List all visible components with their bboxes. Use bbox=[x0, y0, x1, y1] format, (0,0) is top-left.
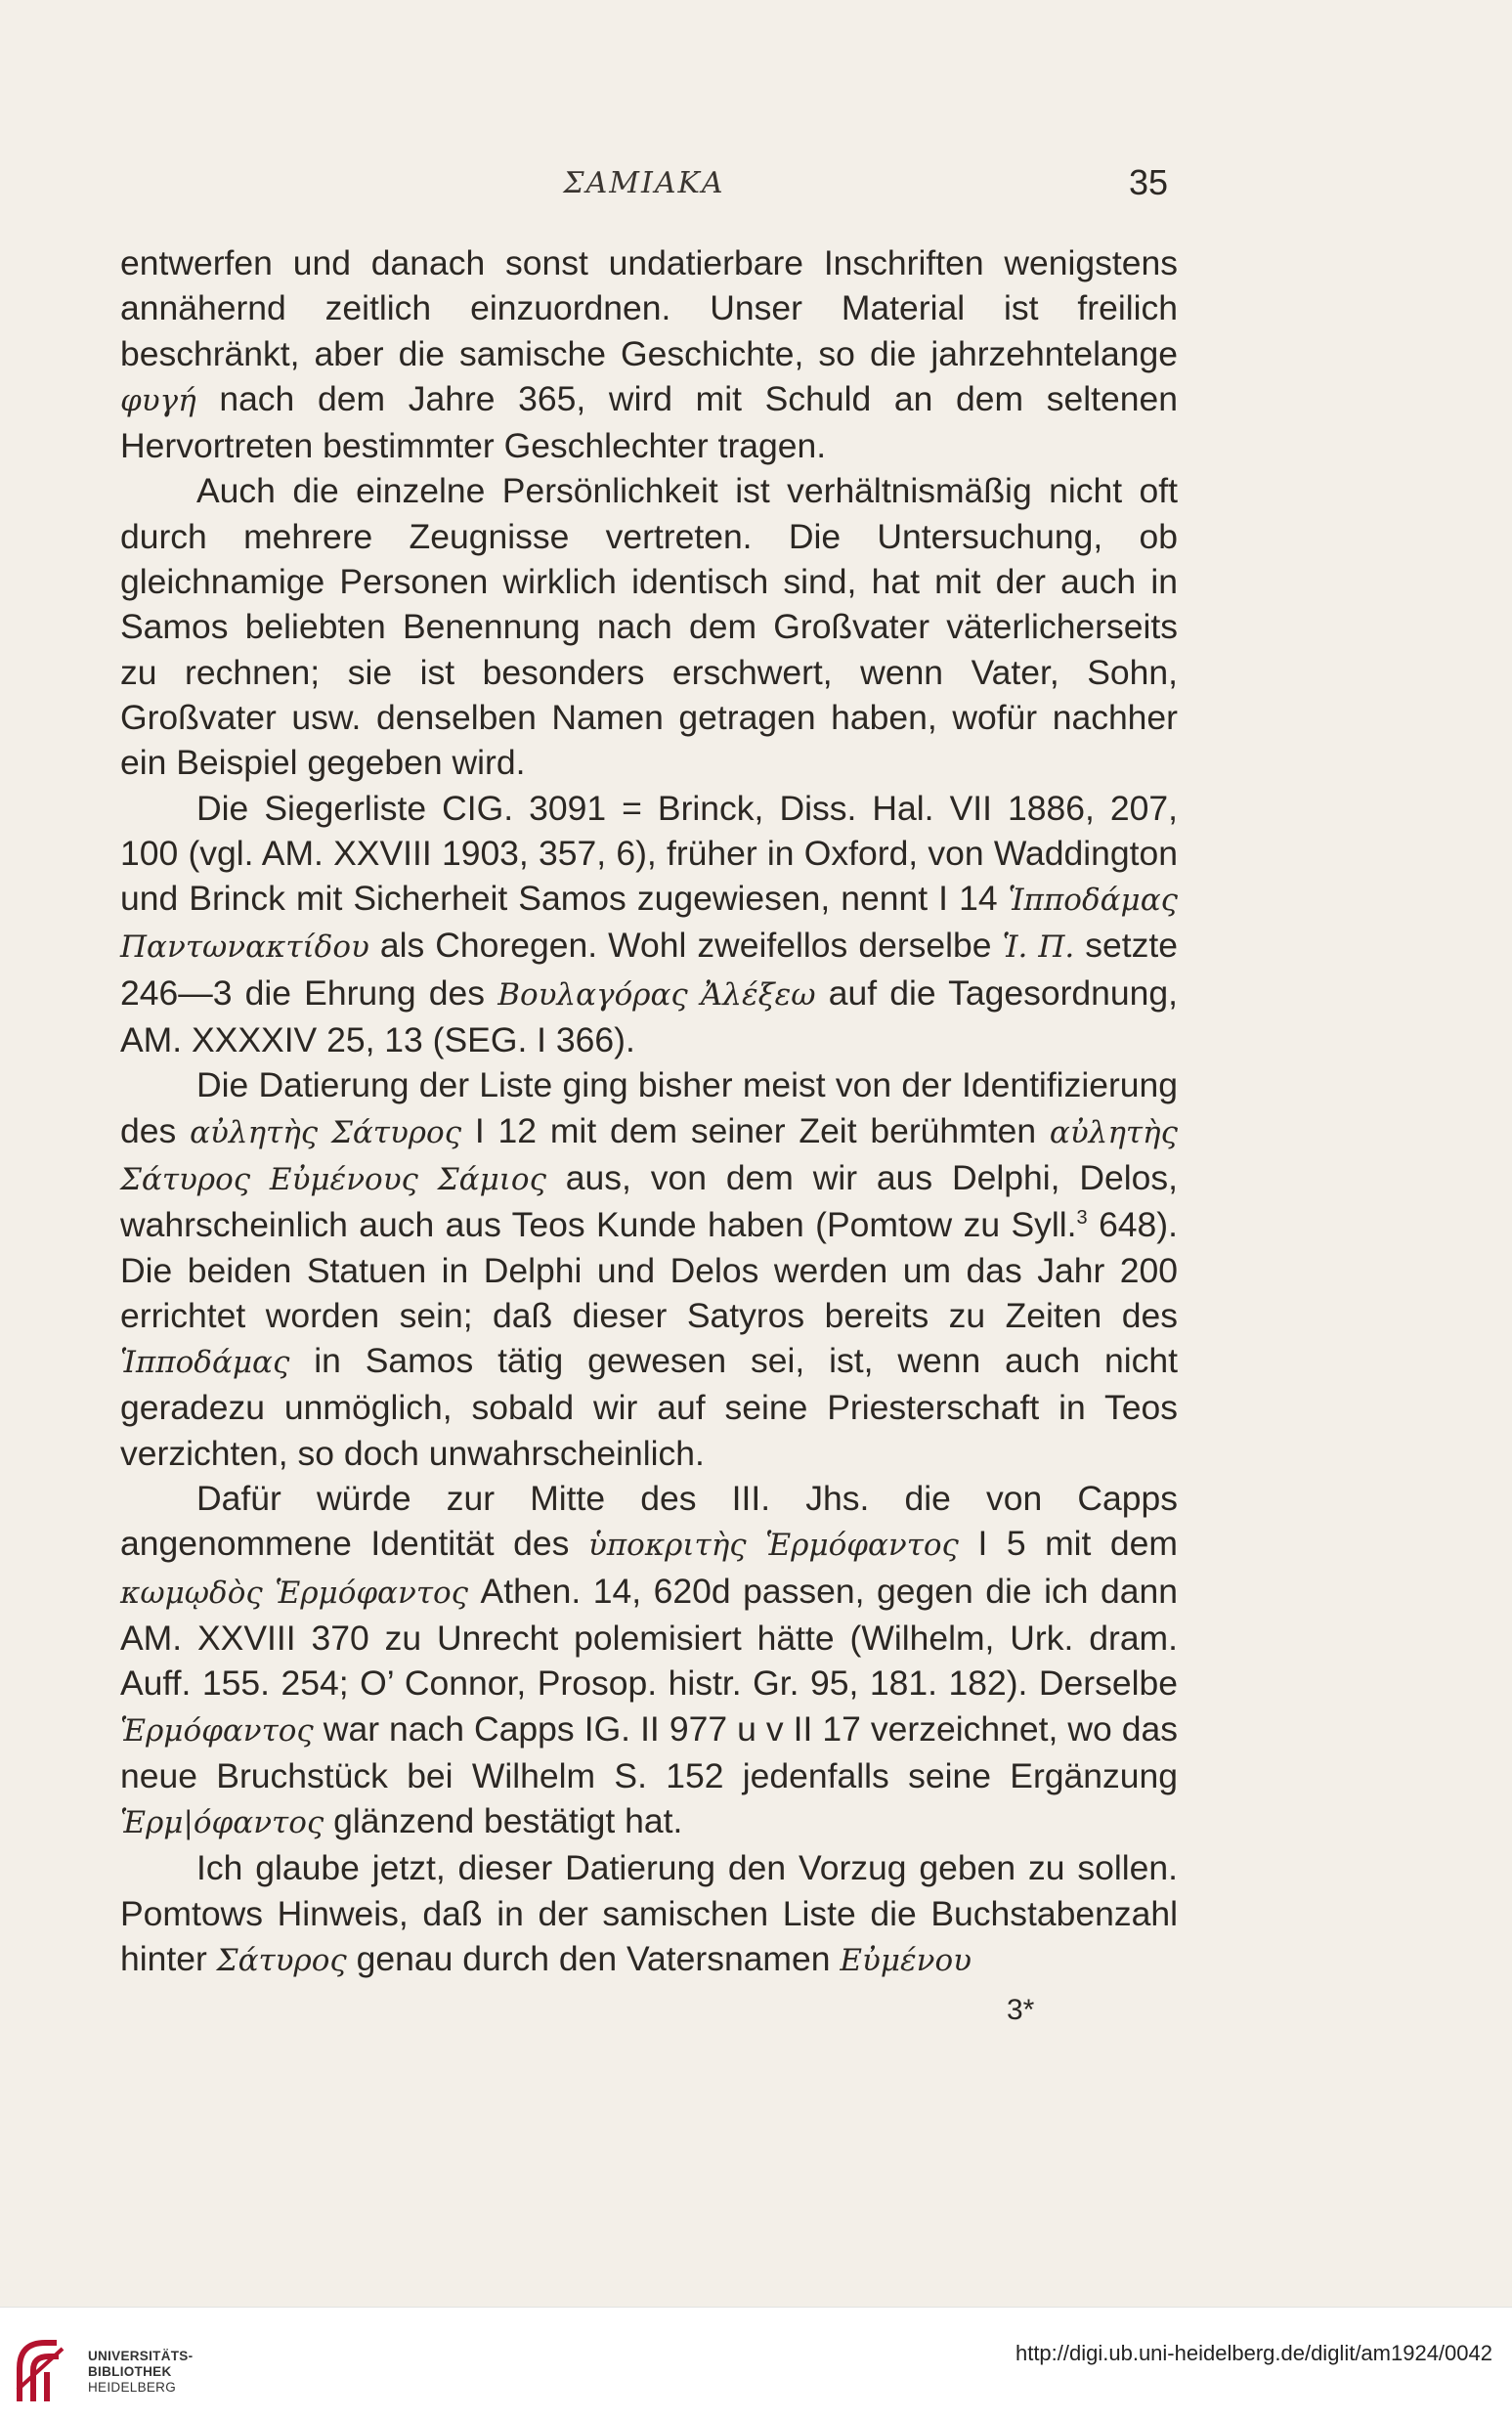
text-run: als Choregen. Wohl zweifellos derselbe bbox=[368, 926, 1003, 966]
footer-bar bbox=[0, 2307, 1512, 2419]
paragraph bbox=[120, 1845, 1178, 1983]
page-number: 35 bbox=[1128, 162, 1168, 202]
text-run: Auch die einzelne Persönlichkeit ist verhältnismäßig nicht oft durch mehrere Zeugnisse vertreten. Die Untersuchung, ob gleichnamige Personen wirklich identisch sind, hat mit der auch in Samos beliebten Benennung nach dem Großvater väterlicherseits zu rechnen; sie ist besonders erschwert, wenn Vater, Sohn, Großvater usw. denselben Namen getragen haben, wofür nachher ein Beispiel gegeben wird. bbox=[120, 471, 1178, 783]
text-run: Die Siegerliste CIG. 3091 = Brinck, Diss. Hal. VII 1886, 207, 100 (vgl. AM. XXVIII 1903, 357, 6), früher in Oxford, von Waddington und Brinck mit Sicherheit Samos zugewiesen, nennt I 14 bbox=[120, 788, 1178, 919]
heidelberg-library-logo-icon bbox=[14, 2329, 92, 2407]
text-run: entwerfen und danach sonst undatierbare Inschriften wenigstens annähernd zeitlich einzuordnen. Unser Material ist freilich beschränkt, aber die samische Geschichte, so die jahrzehntelange bbox=[120, 243, 1178, 373]
text-run: aus, von dem wir aus Delphi, Delos, wahrscheinlich auch aus Teos Kunde haben (Pomtow zu Syll. bbox=[120, 1157, 1178, 1245]
page-header bbox=[120, 162, 1168, 215]
greek-term: Σάτυρος bbox=[216, 1942, 347, 1978]
paragraph bbox=[120, 786, 1178, 1063]
library-name bbox=[88, 2349, 193, 2396]
text-run: Athen. 14, 620d passen, gegen die ich dann AM. XXVIII 370 zu Unrecht polemisiert hätte (Wilhelm, Urk. dram. Auff. 155. 254; O’ Connor, Prosop. histr. Gr. 95, 181. 182). Derselbe bbox=[120, 1571, 1178, 1704]
running-title: ΣΑΜΙΑΚΑ bbox=[563, 166, 725, 200]
text-run: Dafür würde zur Mitte des III. Jhs. die von Capps angenommene Identität des bbox=[120, 1479, 1178, 1564]
permalink-url[interactable]: http://digi.ub.uni-heidelberg.de/diglit/am1924/0042 bbox=[1015, 2341, 1492, 2365]
greek-term: Ἱπποδάμας bbox=[120, 1345, 290, 1381]
superscript: 3 bbox=[1076, 1207, 1088, 1230]
greek-term: Ἱπποδάμας Παντωνακτίδου bbox=[120, 883, 1178, 966]
text-run: auf die Tagesordnung, AM. XXXXIV 25, 13 (SEG. I 366). bbox=[120, 972, 1178, 1060]
text-run: genau durch den Vatersnamen bbox=[346, 1938, 841, 1978]
paragraph bbox=[120, 240, 1178, 468]
text-run: Ich glaube jetzt, dieser Datierung den Vorzug geben zu sollen. Pomtows Hinweis, daß in der samischen Liste die Buchstabenzahl hinter bbox=[120, 1848, 1178, 1978]
library-name-line2: BIBLIOTHEK bbox=[88, 2364, 172, 2379]
library-name-line3: HEIDELBERG bbox=[88, 2380, 177, 2395]
sheet-signature: 3* bbox=[1007, 1994, 1035, 2026]
greek-term: κωμῳδὸς Ἑρμόφαντος bbox=[120, 1575, 469, 1611]
text-run: nach dem Jahre 365, wird mit Schuld an dem seltenen Hervortreten bestimmter Geschlechter tragen. bbox=[120, 378, 1178, 466]
text-run: I 12 mit dem seiner Zeit berühmten bbox=[461, 1110, 1050, 1150]
library-name-line1: UNIVERSITÄTS- bbox=[88, 2349, 194, 2363]
greek-term: Βουλαγόρας Ἀλέξεω bbox=[497, 976, 816, 1013]
paragraph bbox=[120, 1062, 1178, 1476]
text-run: 648). Die beiden Statuen in Delphi und Delos werden um das Jahr 200 errichtet worden sein; daß dieser Satyros bereits zu Zeiten des bbox=[120, 1205, 1178, 1335]
greek-term: Ἱ. Π. bbox=[1002, 929, 1075, 966]
greek-term: Ἑρμόφαντος bbox=[120, 1712, 314, 1749]
text-run: in Samos tätig gewesen sei, ist, wenn auch nicht geradezu unmöglich, sobald wir auf seine Priesterschaft in Teos verzichten, so doch unwahrscheinlich. bbox=[120, 1341, 1178, 1473]
greek-term: Ἑρμ|όφαντος bbox=[120, 1805, 324, 1841]
greek-term: φυγή bbox=[120, 382, 196, 418]
paragraph bbox=[120, 468, 1178, 785]
text-run: setzte 246—3 die Ehrung des bbox=[120, 926, 1178, 1013]
text-run: war nach Capps IG. II 977 u v II 17 verzeichnet, wo das neue Bruchstück bei Wilhelm S. 152 jedenfalls seine Ergänzung bbox=[120, 1708, 1178, 1795]
greek-term: Εὐμένου bbox=[840, 1942, 972, 1978]
text-run: I 5 mit dem bbox=[958, 1524, 1178, 1564]
greek-term: αὐλητὴς Σάτυρος bbox=[190, 1114, 462, 1150]
paragraph bbox=[120, 1476, 1178, 1845]
text-run: glänzend bestätigt hat. bbox=[324, 1801, 683, 1841]
body-text bbox=[120, 240, 1178, 1983]
text-run: Die Datierung der Liste ging bisher meist von der Identifizierung des bbox=[120, 1065, 1178, 1150]
greek-term: αὐλητὴς Σάτυρος Εὐμένους Σάμιος bbox=[120, 1114, 1178, 1197]
greek-term: ὑποκριτὴς Ἑρμόφαντος bbox=[587, 1528, 959, 1564]
